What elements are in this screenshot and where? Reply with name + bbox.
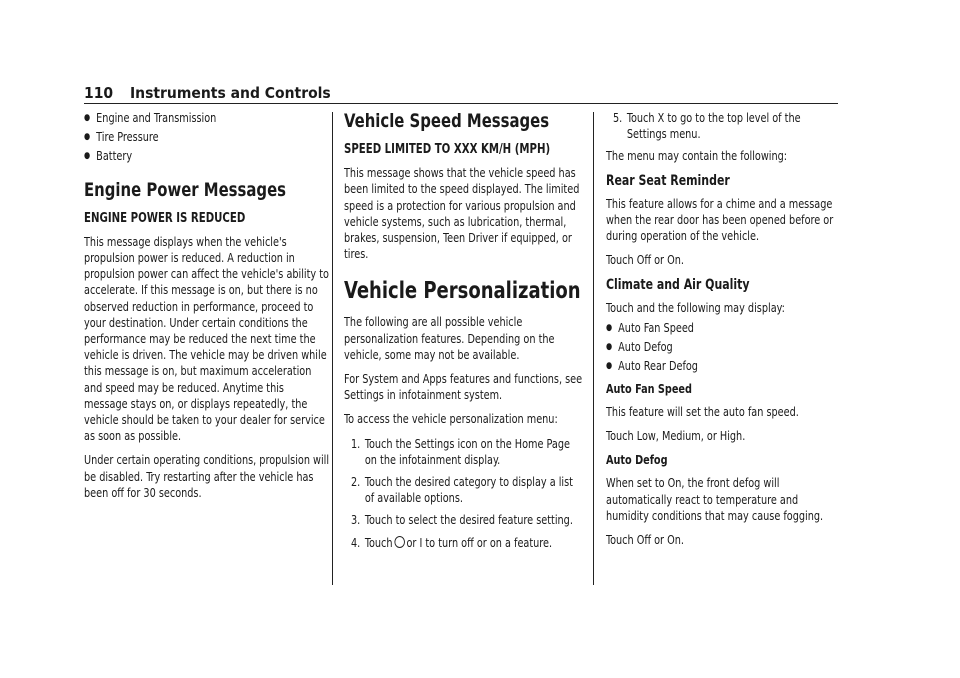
menu-contents-paragraph: The menu may contain the following: <box>606 148 788 164</box>
engine-power-subheading: ENGINE POWER IS REDUCED <box>84 210 246 226</box>
list-item: ● Battery <box>84 148 329 164</box>
section-title: Instruments and Controls <box>129 84 331 102</box>
climate-paragraph: Touch and the following may display: <box>606 299 785 315</box>
step-number: 4. <box>350 534 361 550</box>
column-2 <box>344 110 584 557</box>
page-header <box>84 84 331 102</box>
defog-touch: Touch Off or On. <box>606 532 684 548</box>
step-item <box>344 474 584 506</box>
list-item: ● Engine and Transmission <box>84 110 329 126</box>
list-item: ● Auto Defog <box>606 339 841 355</box>
rear-seat-touch: Touch Off or On. <box>606 252 684 268</box>
step-number: 5. <box>612 110 623 125</box>
step-text-post: or I to turn off or on a feature. <box>406 534 553 550</box>
step-item <box>606 110 841 142</box>
column-3 <box>606 110 841 556</box>
vehicle-personalization-heading: Vehicle Personalization <box>344 278 581 305</box>
step-text: Touch to select the desired feature setting. <box>364 512 573 528</box>
step-text: Touch the desired category to display a list of available options. <box>364 474 573 506</box>
speed-paragraph: This message shows that the vehicle speed has been limited to the speed displayed. The limited speed is a protection for various propulsion and vehicle systems, such as lubrication, thermal, brakes, suspension, Teen Driver if equipped, or tires. <box>344 165 580 262</box>
propulsion-paragraph: Under certain operating conditions, propulsion will be disabled. Try restarting after the vehicle has been off for 30 seconds. <box>84 452 330 500</box>
column-divider-1 <box>332 112 333 585</box>
step-text-pre: Touch <box>364 534 393 550</box>
vehicle-speed-heading: Vehicle Speed Messages <box>344 110 550 132</box>
list-item: ● Auto Rear Defog <box>606 358 841 374</box>
page-number: 110 <box>84 84 114 102</box>
step-item <box>344 512 584 528</box>
step-text <box>365 535 552 551</box>
speed-limited-subheading: SPEED LIMITED TO XXX KM/H (MPH) <box>344 142 551 157</box>
rear-seat-paragraph: This feature allows for a chime and a message when the rear door has been opened before or during operation of the vehicle. <box>606 195 834 244</box>
climate-heading: Climate and Air Quality <box>606 276 750 293</box>
fan-touch: Touch Low, Medium, or High. <box>606 428 746 444</box>
list-item: ● Tire Pressure <box>84 129 329 145</box>
step-item <box>344 535 584 551</box>
list-item: ● Auto Fan Speed <box>606 320 841 336</box>
step-item <box>344 436 584 468</box>
engine-power-paragraph: This message displays when the vehicle's propulsion power is reduced. A reduction in propulsion power can affect the vehicle's ability to accelerate. If this message is on, but there is no observed reduction in performance, proceed to your destination. Under certain conditions the performance may be reduced the next time the vehicle is driven. The vehicle may be driven while this message is on, but maximum acceleration and speed may be reduced. Anytime this message stays on, or displays repeatedly, the vehicle should be taken to your dealer for service as soon as possible. <box>84 233 329 444</box>
step-text: Touch the Settings icon on the Home Page on the infotainment display. <box>364 435 570 467</box>
system-apps-paragraph: For System and Apps features and functions, see Settings in infotainment system. <box>344 371 583 403</box>
defog-paragraph: When set to On, the front defog will automatically react to temperature and humidity conditions that may cause fogging. <box>606 475 824 523</box>
auto-defog-heading: Auto Defog <box>606 452 668 468</box>
off-circle-icon <box>394 536 404 548</box>
access-menu-paragraph: To access the vehicle personalization menu: <box>344 411 558 427</box>
auto-fan-speed-heading: Auto Fan Speed <box>606 380 692 396</box>
column-divider-2 <box>593 112 594 585</box>
rear-seat-reminder-heading: Rear Seat Reminder <box>606 172 730 189</box>
fan-paragraph: This feature will set the auto fan speed. <box>606 403 799 419</box>
step-number: 1. <box>350 435 361 451</box>
step-number: 2. <box>350 474 361 490</box>
column-1 <box>84 110 329 509</box>
personalization-paragraph: The following are all possible vehicle personalization features. Depending on the vehicle, some may not be available. <box>344 314 555 362</box>
engine-power-heading: Engine Power Messages <box>84 178 287 201</box>
header-rule <box>84 103 838 104</box>
step-number: 3. <box>350 512 361 528</box>
step-text: Touch X to go to the top level of the Settings menu. <box>626 110 801 142</box>
